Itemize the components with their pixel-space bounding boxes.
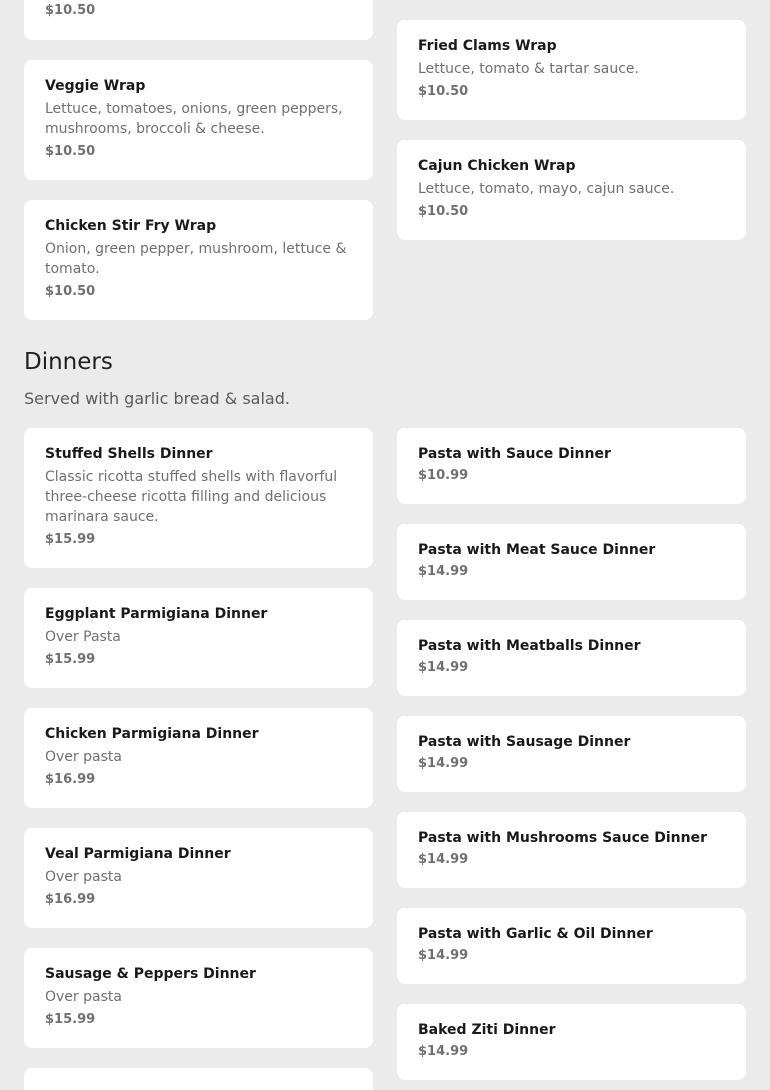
item-description: Onion, green pepper, mushroom, lettuce & tomato. (45, 241, 347, 277)
menu-item-card[interactable] (24, 60, 373, 180)
item-name: Pasta with Sauce Dinner (418, 446, 611, 462)
item-price: $15.99 (45, 1012, 96, 1027)
item-name: Pasta with Garlic & Oil Dinner (418, 926, 653, 942)
item-price: $14.99 (418, 564, 469, 579)
item-price: $10.50 (45, 284, 96, 299)
item-price: $14.99 (418, 852, 469, 867)
item-description: Over Pasta (45, 629, 121, 645)
item-name: Fried Clams Wrap (418, 38, 557, 54)
menu-item-card[interactable] (24, 588, 373, 688)
menu-item-card[interactable] (397, 1004, 746, 1080)
menu-item-card[interactable] (397, 428, 746, 504)
item-price: $10.50 (45, 144, 96, 159)
item-description: Lettuce, tomato & tartar sauce. (418, 61, 639, 77)
menu-item-card[interactable] (397, 812, 746, 888)
item-name: Sausage & Peppers Dinner (45, 966, 256, 982)
menu-item-card[interactable] (397, 140, 746, 240)
item-name: Baked Ziti Dinner (418, 1022, 556, 1038)
item-name: Stuffed Shells Dinner (45, 446, 213, 462)
item-description: Over pasta (45, 989, 122, 1005)
item-name: Eggplant Parmigiana Dinner (45, 606, 268, 622)
item-description: Over pasta (45, 749, 122, 765)
section-subtitle: Served with garlic bread & salad. (24, 389, 290, 408)
item-price: $10.50 (418, 204, 469, 219)
menu-item-card[interactable] (397, 524, 746, 600)
item-price: $10.50 (45, 3, 96, 18)
item-description: Lettuce, tomato, mayo, cajun sauce. (418, 181, 675, 197)
item-price: $10.99 (418, 468, 469, 483)
item-price: $16.99 (45, 892, 96, 907)
item-description: Lettuce, tomatoes, onions, green peppers, mushrooms, broccoli & cheese. (45, 101, 343, 137)
section-title: Dinners (24, 349, 113, 375)
item-description: Over pasta (45, 869, 122, 885)
item-name: Pasta with Mushrooms Sauce Dinner (418, 830, 707, 846)
item-name: Pasta with Sausage Dinner (418, 734, 631, 750)
menu-item-card[interactable] (24, 200, 373, 320)
menu-item-card[interactable] (24, 948, 373, 1048)
item-name: Veggie Wrap (45, 78, 146, 94)
menu-item-card[interactable] (397, 908, 746, 984)
menu-item-card[interactable] (397, 620, 746, 696)
item-price: $14.99 (418, 756, 469, 771)
item-name: Veal Parmigiana Dinner (45, 846, 231, 862)
item-description: Classic ricotta stuffed shells with flavorful three-cheese ricotta filling and delicious marinara sauce. (45, 469, 338, 525)
menu-item-card[interactable] (24, 828, 373, 928)
item-name: Chicken Stir Fry Wrap (45, 218, 217, 234)
menu-item-card[interactable] (24, 428, 373, 568)
item-price: $15.99 (45, 532, 96, 547)
menu-item-card[interactable] (397, 716, 746, 792)
item-price: $16.99 (45, 772, 96, 787)
item-name: Cajun Chicken Wrap (418, 158, 576, 174)
item-name: Pasta with Meatballs Dinner (418, 638, 641, 654)
menu-item-card[interactable] (397, 20, 746, 120)
item-price: $10.50 (418, 84, 469, 99)
item-price: $14.99 (418, 660, 469, 675)
menu-item-card[interactable] (24, 0, 373, 40)
item-name: Chicken Parmigiana Dinner (45, 726, 259, 742)
item-price: $14.99 (418, 948, 469, 963)
item-name: Pasta with Meat Sauce Dinner (418, 542, 656, 558)
menu-item-card[interactable] (24, 1068, 373, 1090)
menu-item-card[interactable] (24, 708, 373, 808)
item-price: $14.99 (418, 1044, 469, 1059)
item-price: $15.99 (45, 652, 96, 667)
